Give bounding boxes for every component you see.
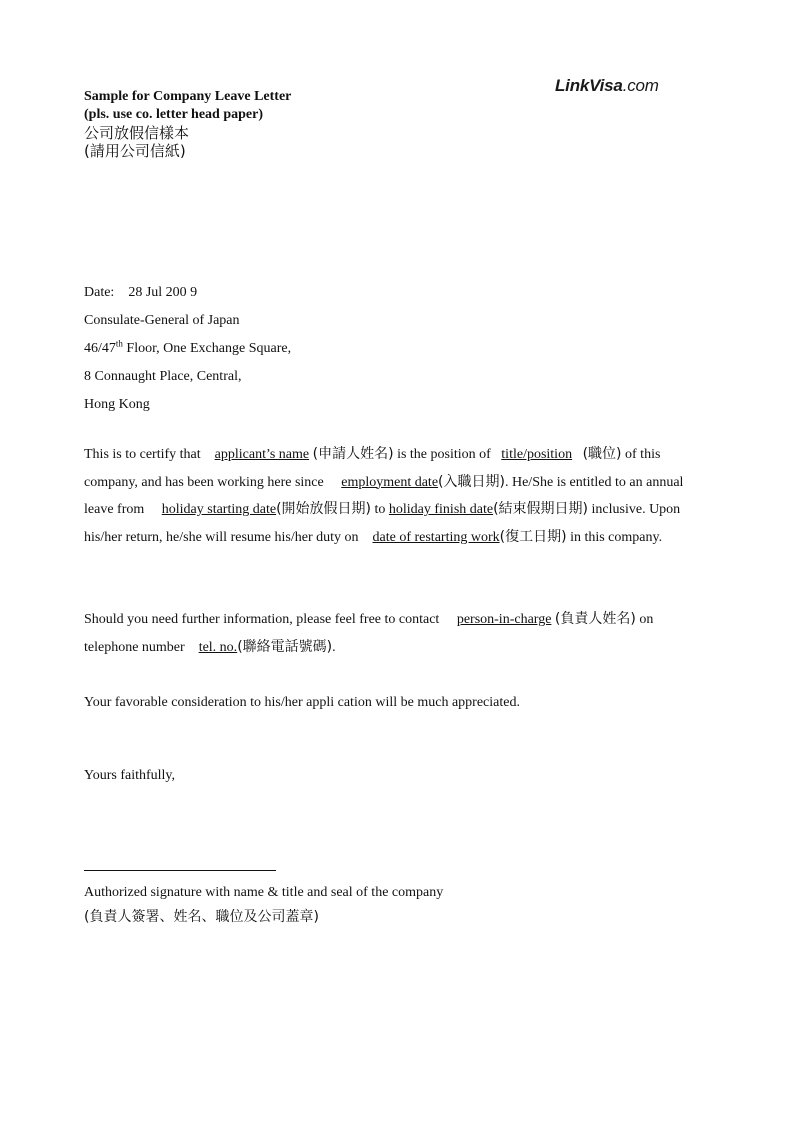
header-title-zh: 公司放假信樣本 [84,124,190,142]
header-note-zh: (請用公司信紙) [84,142,186,160]
signature-label-zh: (負責人簽署、姓名、職位及公司蓋章) [84,909,319,925]
field-holiday-finish: holiday finish date [388,502,494,517]
signature-block [84,880,443,930]
header-note-en: (pls. use co. letter head paper) [84,107,263,122]
header-title-en: Sample for Company Leave Letter [84,89,292,104]
letter-header [84,88,291,160]
signature-label-en: Authorized signature with name & title and seal of the company [84,885,444,900]
contact-paragraph: Should you need further information, please feel free to contact person-in-charge (負責人姓名) on telephone number tel. no.(聯絡電話號碼). [84,611,654,655]
field-holiday-start: holiday starting date [161,502,277,517]
field-person-in-charge: person-in-charge [456,612,552,627]
date-line: Date: 28 Jul 200 9 [84,285,198,300]
field-tel-no: tel. no. [198,639,238,655]
address-floor: 46/47th Floor, One Exchange Square, [84,338,292,356]
recipient: Consulate-General of Japan [84,313,240,328]
field-title-position: title/position [501,447,573,462]
address-street: 8 Connaught Place, Central, [84,369,242,384]
certification-paragraph: This is to certify that applicant’s name (申請人姓名) is the position of title/position (職位) of this company, and has been working here since employment date(入職日期). He/She is entitled to an annual leave from holiday starting date(開始放假日期) to holiday finish date(結束假期日期) inclusive. Upon his/her return, he/she will resume his/her duty on date of restarting work(復工日期) in this company. [84,446,684,545]
field-applicant-name: applicant’s name [214,447,310,462]
signature-line [84,870,276,871]
date-value: 28 Jul 200 9 [128,285,198,300]
field-employment-date: employment date [341,474,439,490]
field-restart-date: date of restarting work [372,529,500,545]
closing: Yours faithfully, [84,768,176,783]
linkvisa-logo: LinkVisa.com [555,76,659,95]
address-block [84,279,291,419]
address-city: Hong Kong [84,397,150,412]
appreciation-paragraph: Your favorable consideration to his/her appli cation will be much appreciated. [84,695,520,710]
